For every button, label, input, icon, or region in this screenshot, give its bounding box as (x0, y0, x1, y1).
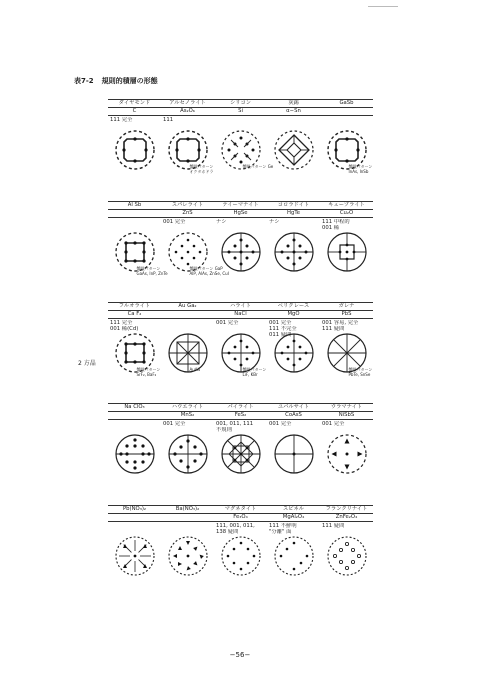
mineral-name: テイーマナイト (222, 202, 259, 208)
cleavage-note: 011 疑問 (269, 332, 292, 338)
mineral-name: ガレナ (338, 303, 355, 309)
formula: PbS (341, 311, 352, 317)
row-rule (108, 318, 373, 319)
cleavage-note: 111 不完全 (269, 326, 297, 332)
row-rule (108, 521, 373, 522)
diffraction-pattern (163, 328, 213, 378)
formula: As₂O₆ (180, 108, 195, 114)
formula: Fe₃O₄ (233, 514, 248, 520)
mineral-name: Al Sb (127, 202, 142, 208)
cleavage-note: 001 完全 (163, 219, 186, 225)
cleavage-note: 001 容易, 完全 (322, 320, 359, 326)
pattern-caption: 蟹眼パターン (189, 164, 214, 169)
cleavage-note: 111, 001, 011, (216, 523, 255, 529)
diffraction-pattern (163, 531, 213, 581)
cleavage-note: 111 完全 (110, 117, 133, 123)
caption-title: 規則的積層の形態 (101, 77, 158, 85)
caption-label: 表7-2 (74, 77, 94, 85)
page-number: −56− (229, 651, 251, 659)
cleavage-note: 001 完全 (269, 320, 292, 326)
mineral-name: キュープライト (328, 202, 365, 208)
cleavage-note: 111 (163, 117, 174, 123)
formula: ZnFe₂O₄ (335, 514, 358, 520)
mineral-name: アルセノライト (169, 100, 206, 106)
cleavage-note: 001 完全 (322, 421, 345, 427)
cleavage-note: 001 完全 (163, 421, 186, 427)
mineral-name: スピネル (282, 506, 305, 512)
mineral-name: ハウエライト (171, 404, 204, 410)
cleavage-note: 111 疑問 (322, 326, 345, 332)
row-rule (108, 419, 373, 420)
cleavage-note: "分離" 面 (269, 529, 292, 535)
formula: HgSe (233, 210, 248, 216)
mineral-name: 灰錫 (288, 100, 299, 106)
cleavage-note: 111 不鮮明 (269, 523, 297, 529)
pattern-caption: SrF₂, BaF₂ (136, 372, 157, 377)
diffraction-pattern (216, 429, 266, 479)
diffraction-pattern (269, 125, 319, 175)
mineral-name: パイライト (227, 404, 254, 410)
structure-table (108, 96, 373, 636)
mineral-name: フルオライト (118, 303, 151, 309)
diffraction-pattern (269, 429, 319, 479)
diffraction-pattern (269, 227, 319, 277)
mineral-name: Au Ga₂ (178, 303, 197, 309)
pattern-caption: オクタホドラ (189, 169, 214, 174)
cleavage-note: 111 疑問 (322, 523, 345, 529)
diffraction-pattern (269, 328, 319, 378)
diffraction-pattern (322, 531, 372, 581)
formula: NaCl (234, 311, 247, 317)
mineral-name: シリコン (229, 100, 252, 106)
formula: NiSbS (338, 412, 355, 418)
cleavage-note: 001 稀(Cd) (110, 326, 139, 332)
formula: MgO (287, 311, 300, 317)
pattern-caption: 蟹眼パターン (348, 164, 373, 169)
cleavage-note: 001 稀 (322, 225, 340, 231)
pattern-caption: AuAl₂ (189, 367, 201, 372)
mineral-name: ユバルサイト (277, 404, 310, 410)
mineral-name: ウラマナイト (330, 404, 363, 410)
cleavage-note: ナシ (269, 219, 280, 225)
side-label: 2 方晶 (78, 360, 96, 367)
diffraction-pattern (163, 429, 213, 479)
formula: α−Sn (286, 108, 301, 114)
diffraction-pattern (110, 429, 160, 479)
diffraction-pattern (216, 531, 266, 581)
mineral-name: マグネタイト (224, 506, 257, 512)
formula: HgTe (287, 210, 300, 216)
formula: Ca F₂ (127, 311, 142, 317)
pattern-caption: 蟹眼パターン (242, 367, 267, 372)
mineral-name: フランクリナイト (325, 506, 368, 512)
cleavage-note: ナシ (216, 219, 227, 225)
cleavage-note: 111 完全 (110, 320, 133, 326)
pattern-caption: 蟹眼パターン Ge (242, 164, 274, 169)
diffraction-pattern (110, 125, 160, 175)
table-caption (74, 76, 158, 86)
mineral-name: コロラドイト (277, 202, 310, 208)
mineral-name: Pb(NO₃)₂ (122, 506, 147, 512)
formula: MnS₂ (180, 412, 195, 418)
pattern-caption: 蟹眼パターン GaP (189, 266, 223, 271)
mineral-name: スパレライト (171, 202, 204, 208)
diffraction-pattern (216, 227, 266, 277)
pattern-caption: LiF, KBr (242, 372, 258, 377)
cleavage-note: 111 中程的 (322, 219, 350, 225)
mineral-name: ダイヤモンド (118, 100, 151, 106)
mineral-name: Na ClO₃ (124, 404, 145, 410)
row-rule (108, 217, 373, 218)
formula: C (132, 108, 137, 114)
row-rule (108, 115, 373, 116)
pattern-caption: InAs, InSb (348, 169, 369, 174)
mineral-name: ハライト (229, 303, 252, 309)
cleavage-note: 001 完全 (269, 421, 292, 427)
diffraction-pattern (269, 531, 319, 581)
mineral-name: ペリクレース (277, 303, 310, 309)
formula: MgAl₂O₄ (282, 514, 305, 520)
diffraction-pattern (322, 227, 372, 277)
diffraction-pattern (322, 429, 372, 479)
formula: CoAsS (285, 412, 302, 418)
pattern-caption: 蟹眼パターン (136, 367, 161, 372)
cleavage-note: 不規則 (216, 427, 232, 433)
formula: ZnS (182, 210, 193, 216)
mineral-name: Ba(NO₃)₂ (175, 506, 200, 512)
cleavage-note: 001, 011, 111 (216, 421, 254, 427)
pattern-caption: PbTe, SnSe (348, 372, 371, 377)
formula: Cu₂O (339, 210, 354, 216)
mineral-name: GaSb (339, 100, 354, 106)
formula: FeS₂ (234, 412, 247, 418)
corner-mark (368, 6, 398, 7)
diffraction-pattern (110, 531, 160, 581)
pattern-caption: 蟹眼パターン (136, 266, 161, 271)
cleavage-note: 138 疑問 (216, 529, 239, 535)
formula: Si (238, 108, 243, 114)
pattern-caption: GaAs, InP, ZnTe (136, 271, 168, 276)
pattern-caption: AlP, AlAs, ZnSe, CuI (189, 271, 229, 276)
cleavage-note: 001 完全 (216, 320, 239, 326)
pattern-caption: 蟹眼パターン (348, 367, 373, 372)
